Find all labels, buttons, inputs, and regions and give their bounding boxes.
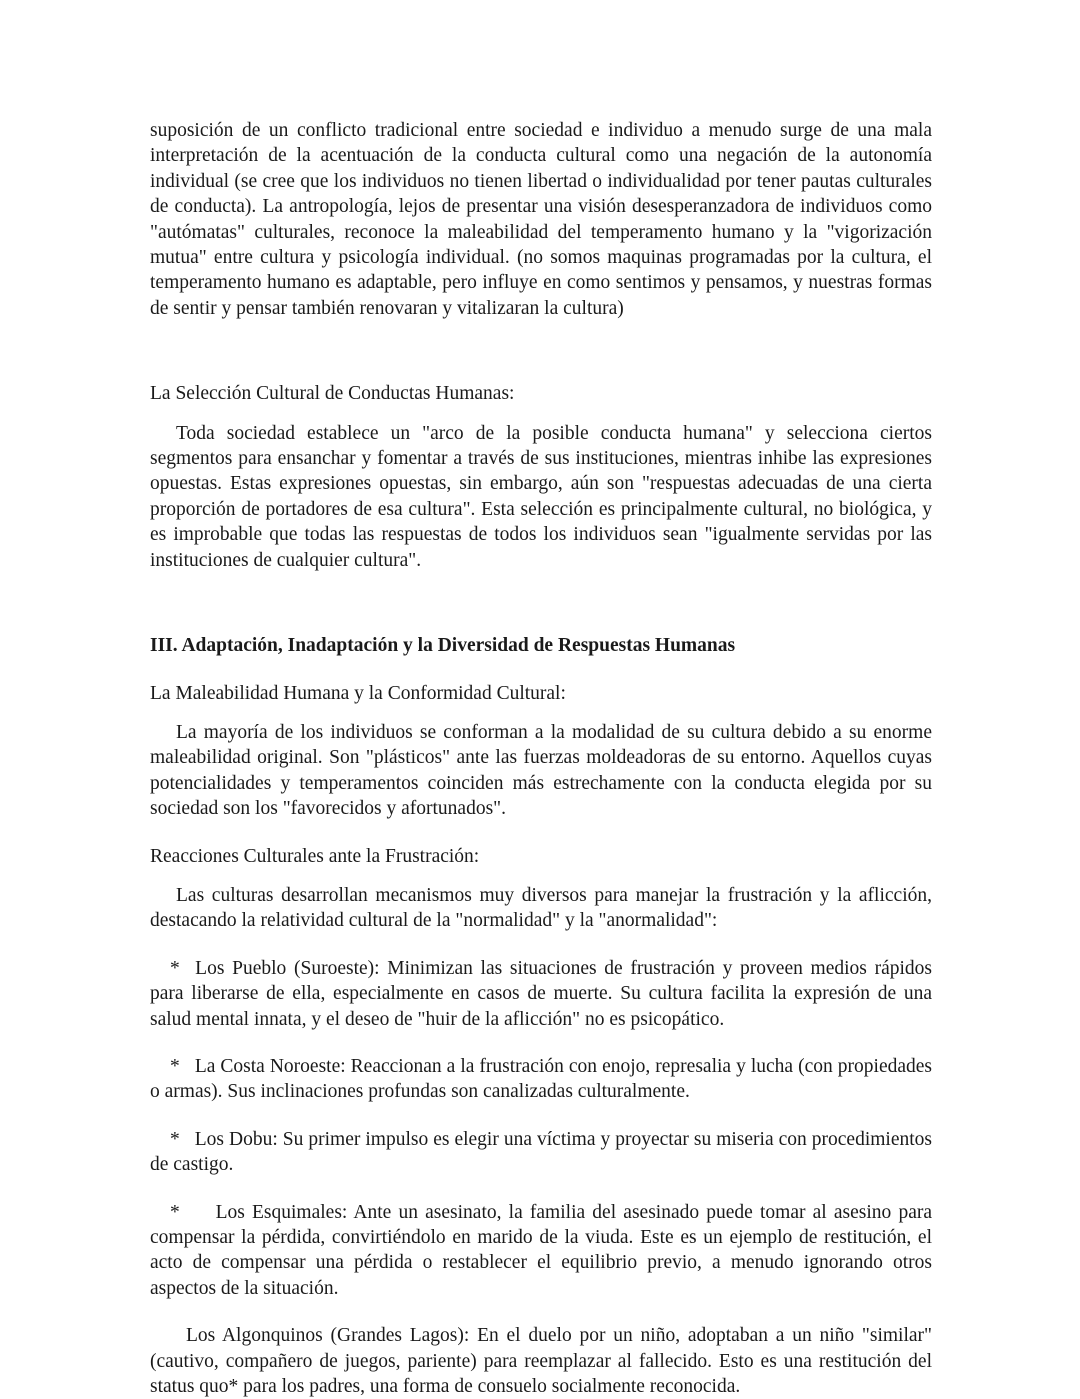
list-item-dobu — [150, 1127, 932, 1178]
paragraph-maleabilidad-humana: La mayoría de los individuos se conforman a la modalidad de su cultura debido a su enorme maleabilidad original. Son "plásticos" ante las fuerzas moldeadoras de su entorno. Aquellos cuyas potencialidades y temperamentos coinciden más estrechamente con la conducta elegida por su sociedad son los "favorecidos y afortunados". — [150, 721, 932, 820]
heading-seccion-iii: III. Adaptación, Inadaptación y la Diversidad de Respuestas Humanas — [150, 635, 736, 657]
list-item-text: Los Dobu: Su primer impulso es elegir una víctima y proyectar su miseria con procedimientos de castigo. — [150, 1128, 932, 1176]
spacer — [150, 822, 932, 844]
spacer — [150, 934, 932, 956]
paragraph-seleccion-cultural: Toda sociedad establece un "arco de la posible conducta humana" y selecciona ciertos segmentos para ensanchar y fomentar a través de sus instituciones, mientras inhibe las expresiones opuestas. Estas expresiones opuestas, sin embargo, aún son "respuestas adecuadas de una cierta proporción de portadores de esa cultura". Esta selección es principalmente cultural, no biológica, y es improbable que todas las respuestas de todos los individuos sean "igualmente servidas por las instituciones de cualquier cultura". — [150, 422, 932, 571]
paragraph-reacciones-frustracion: Las culturas desarrollan mecanismos muy diversos para manejar la frustración y la aflicción, destacando la relatividad cultural de la "normalidad" y la "anormalidad": — [150, 884, 932, 932]
bullet-asterisk-icon: * — [170, 1055, 180, 1077]
spacer — [150, 706, 932, 720]
list-item-text: Los Pueblo (Suroeste): Minimizan las situaciones de frustración y proveen medios rápidos para liberarse de ella, especialmente en casos de muerte. Su cultura facilita la expresión de una salud mental innata, y el deseo de "huir de la aflicción" no es psicopático. — [150, 957, 932, 1030]
list-item-pueblo — [150, 956, 932, 1032]
document-body — [150, 118, 932, 1399]
bullet-asterisk-icon: * — [170, 957, 180, 979]
subheading-seleccion-cultural: La Selección Cultural de Conductas Humanas: — [150, 383, 515, 405]
spacer — [150, 1105, 932, 1127]
bullet-asterisk-icon: * — [170, 1201, 180, 1223]
list-item-text: Los Esquimales: Ante un asesinato, la familia del asesinado puede tomar al asesino para compensar la pérdida, convirtiéndolo en marido de la viuda. Este es un ejemplo de restitución, el acto de compensar una pérdida o restablecer el equilibrio previo, a menudo ignorando otros aspectos de la situación. — [150, 1201, 933, 1299]
paragraph-algonquinos: Los Algonquinos (Grandes Lagos): En el duelo por un niño, adoptaban a un niño "similar" (cautivo, compañero de juegos, pariente) para reemplazar al fallecido. Esto es una restitución del status quo* para los padres, una forma de consuelo socialmente reconocida. — [150, 1325, 932, 1398]
spacer — [150, 573, 932, 633]
spacer — [150, 407, 932, 421]
bullet-asterisk-icon: * — [170, 1128, 180, 1150]
spacer — [150, 659, 932, 681]
paragraph-introduccion: suposición de un conflicto tradicional entre sociedad e individuo a menudo surge de una mala interpretación de la acentuación de la conducta cultural como una negación de la autonomía individual (se cree que los individuos no tienen libertad o individualidad por tener pautas culturales de conducta). La antropología, lejos de presentar una visión desesperanzadora de individuos como "autómatas" culturales, reconoce la maleabilidad del temperamento humano y la "vigorización mutua" entre cultura y psicología individual. (no somos maquinas programadas por la cultura, el temperamento humano es adaptable, pero influye en como sentimos y pensamos, y nuestras formas de sentir y pensar también renovaran y vitalizaran la cultura) — [150, 120, 932, 319]
subheading-reacciones-frustracion: Reacciones Culturales ante la Frustración: — [150, 845, 480, 867]
spacer — [150, 1178, 932, 1200]
spacer — [150, 1032, 932, 1054]
subheading-maleabilidad-humana: La Maleabilidad Humana y la Conformidad Cultural: — [150, 682, 566, 704]
list-item-esquimales — [150, 1200, 932, 1302]
list-item-costa-noroeste — [150, 1054, 932, 1105]
list-item-text: La Costa Noroeste: Reaccionan a la frustración con enojo, represalia y lucha (con propiedades o armas). Sus inclinaciones profundas son canalizadas culturalmente. — [150, 1055, 932, 1103]
spacer — [150, 1301, 932, 1323]
spacer — [150, 869, 932, 883]
spacer — [150, 321, 932, 381]
